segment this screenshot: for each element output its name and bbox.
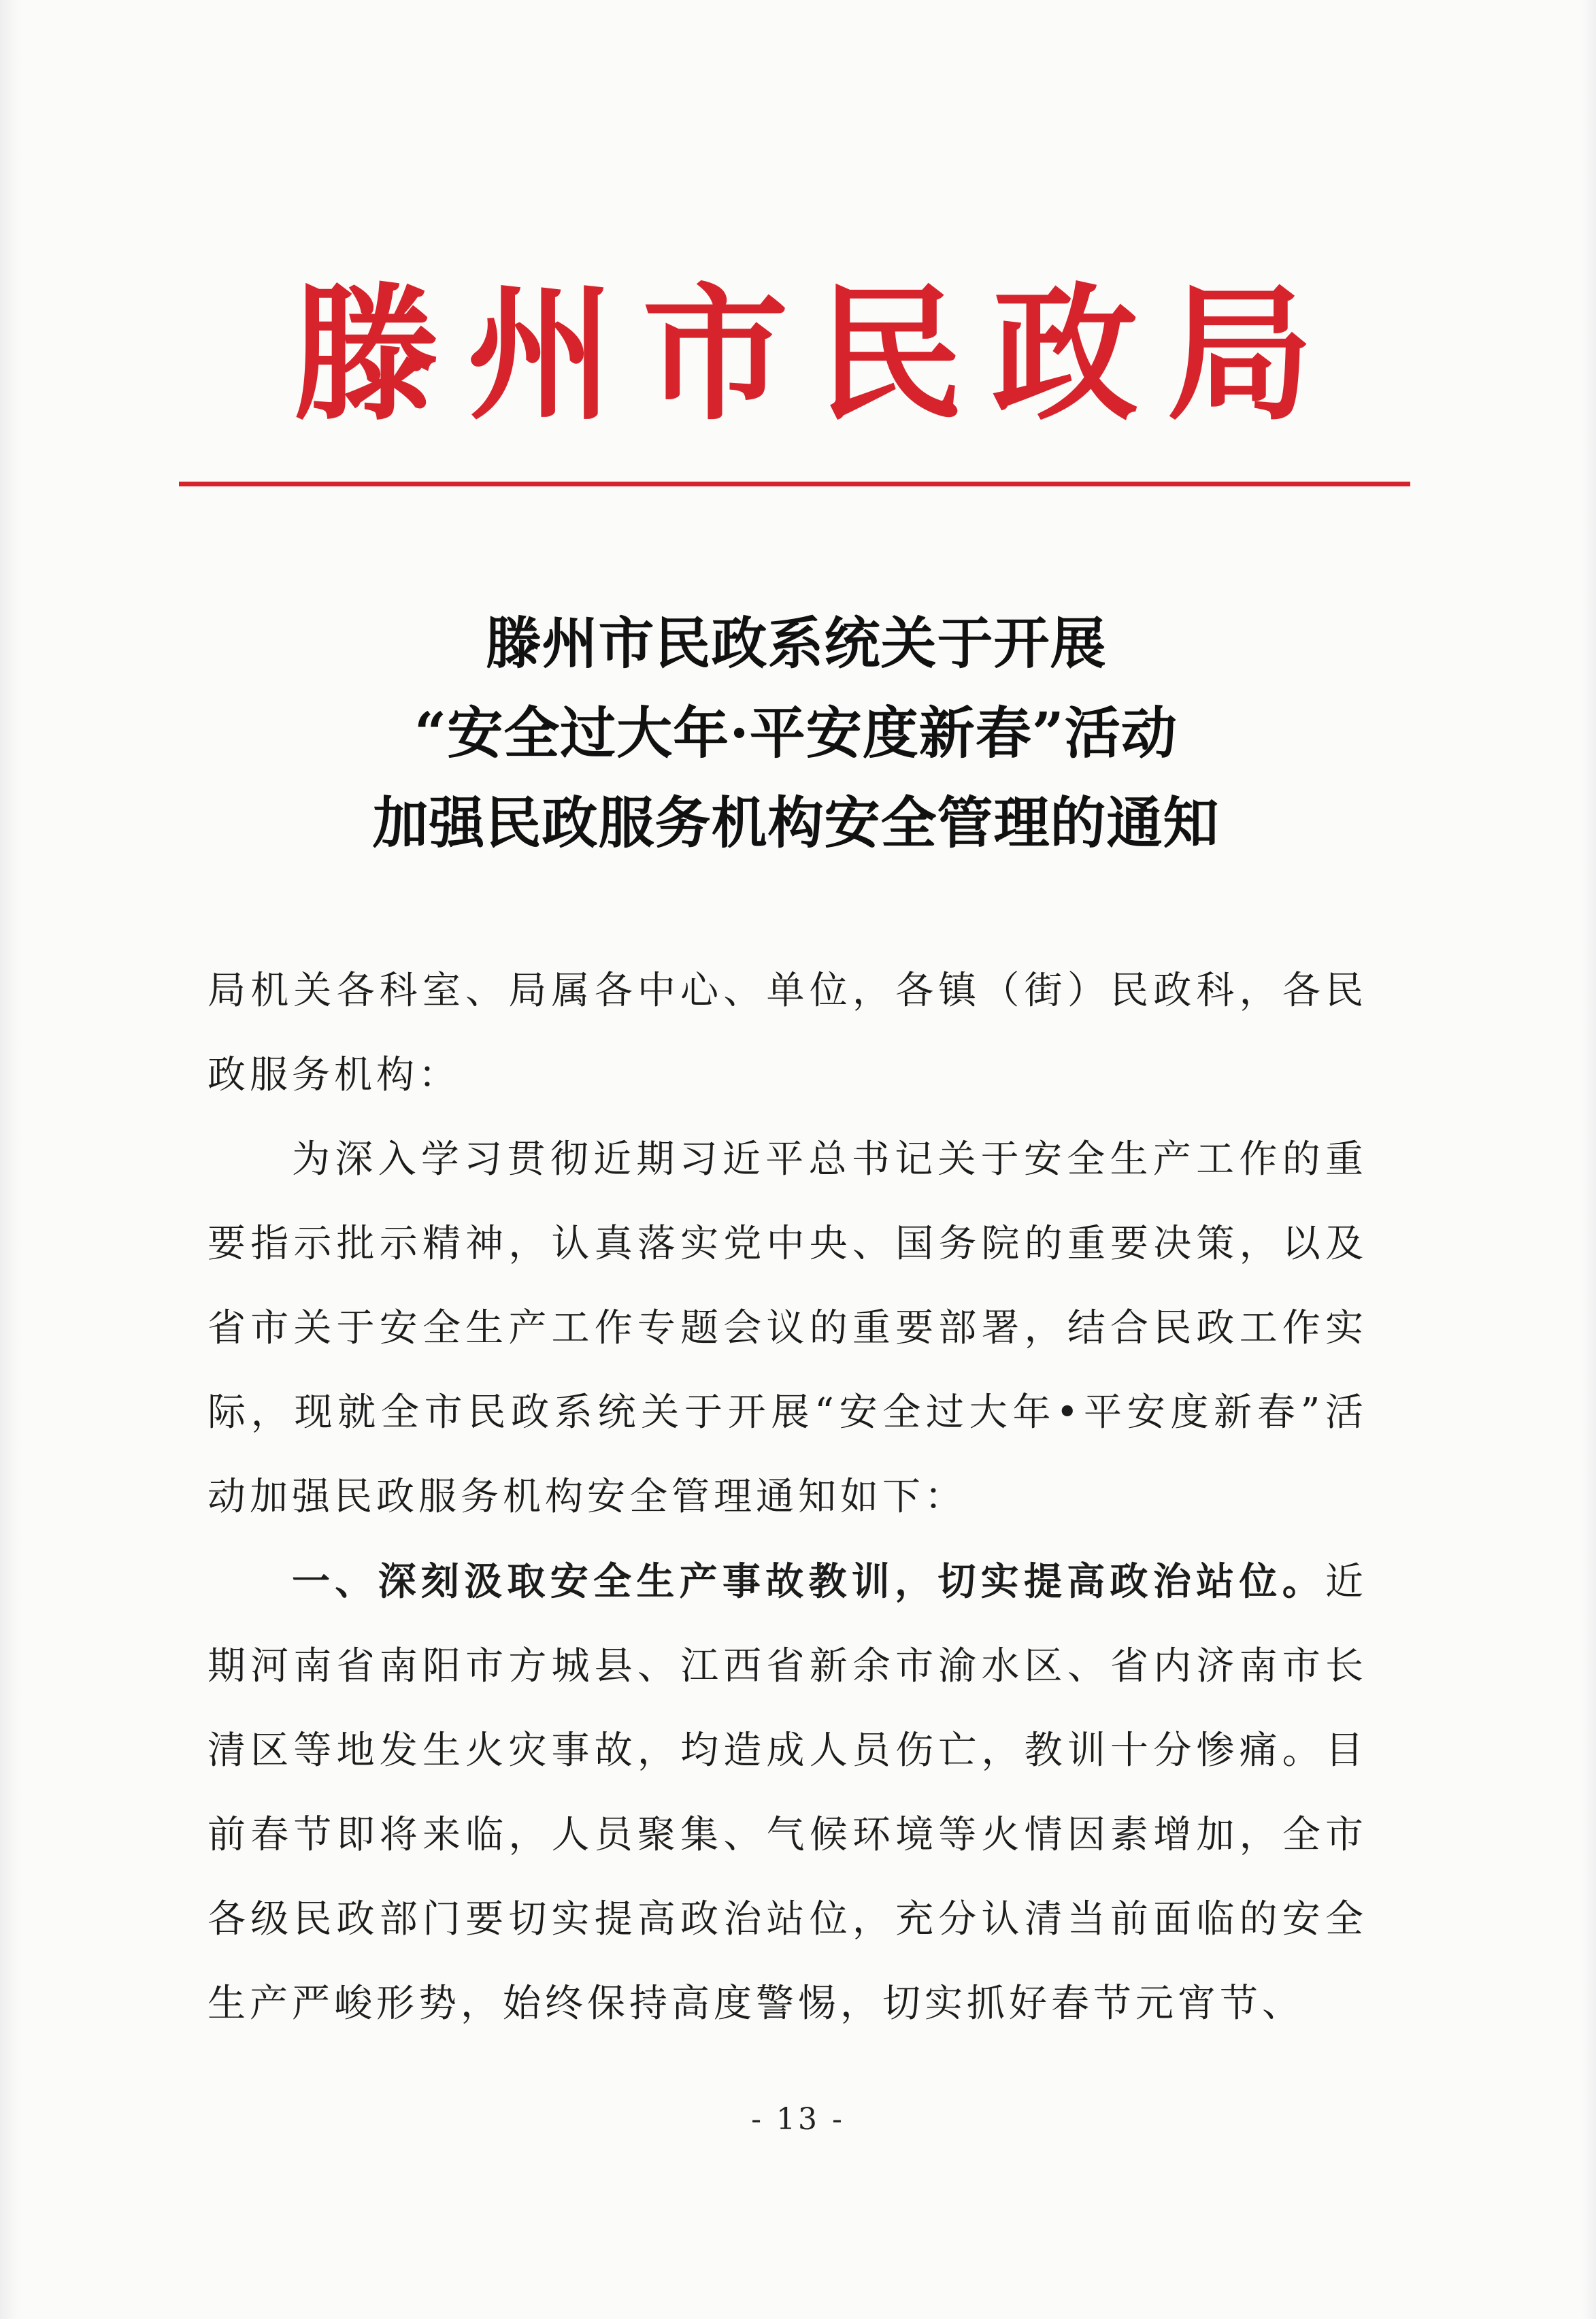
salutation: 局机关各科室、局属各中心、单位，各镇（街）民政科，各民政服务机构： <box>207 969 1367 1097</box>
letterhead-char: 滕 <box>293 267 439 440</box>
section-1-heading: 一、深刻汲取安全生产事故教训，切实提高政治站位。 <box>292 1559 1325 1604</box>
page-edge-shadow-right <box>1582 0 1596 2319</box>
letterhead-char: 市 <box>642 267 788 440</box>
letterhead-char: 局 <box>1167 267 1313 440</box>
letterhead-char: 政 <box>992 267 1138 440</box>
section-1 <box>207 1539 1367 2046</box>
letterhead-char: 州 <box>467 267 614 440</box>
title-line-1: 滕州市民政系统关于开展 <box>485 611 1107 676</box>
document-body <box>207 949 1367 2046</box>
paragraph-intro: 为深入学习贯彻近期习近平总书记关于安全生产工作的重要指示批示精神，认真落实党中央、国务院的重要决策，以及省市关于安全生产工作专题会议的重要部署，结合民政工作实际，现就全市民政系统关于开展“安全过大年•平安度新春”活动加强民政服务机构安全管理通知如下： <box>207 1137 1367 1519</box>
title-line-2: “安全过大年·平安度新春”活动 <box>414 701 1178 766</box>
letterhead-char: 民 <box>817 267 963 440</box>
page-number: - 13 - <box>751 2102 845 2137</box>
letterhead <box>293 265 1313 442</box>
document-title <box>204 599 1388 868</box>
page-edge-shadow-left <box>0 0 23 2319</box>
section-1-text: 近期河南省南阳市方城县、江西省新余市渝水区、省内济南市长清区等地发生火灾事故，均造成人员伤亡，教训十分惨痛。目前春节即将来临，人员聚集、气候环境等火情因素增加，全市各级民政部门要切实提高政治站位，充分认清当前面临的安全生产严峻形势，始终保持高度警惕，切实抓好春节元宵节、 <box>207 1560 1367 2026</box>
letterhead-divider <box>179 482 1410 486</box>
title-line-3: 加强民政服务机构安全管理的通知 <box>372 790 1220 856</box>
